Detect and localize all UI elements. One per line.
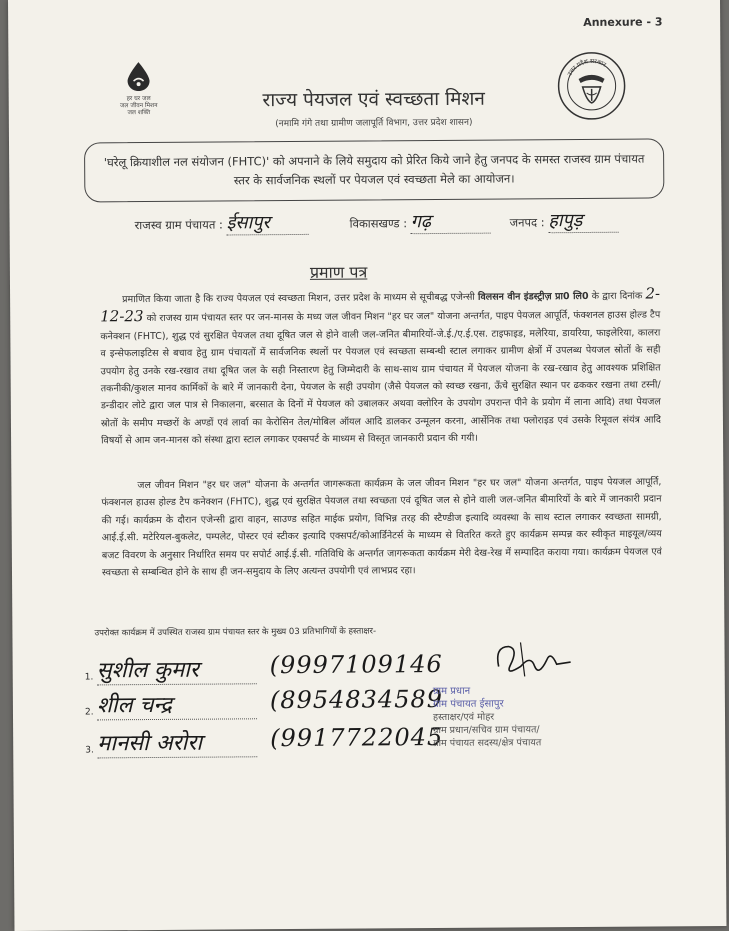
har-ghar-jal-logo [98, 61, 178, 117]
annexure-label: Annexure - 3 [583, 15, 663, 29]
sign-label: हस्ताक्षर/एवं मोहर [432, 711, 495, 724]
participant-phone: (9997109146 [269, 649, 443, 680]
logo-line-3: जल शक्ति [127, 109, 151, 117]
participant-number: 2. [84, 707, 94, 718]
svg-text:उत्तर प्रदेश सरकार [566, 58, 607, 78]
block-field [349, 209, 490, 235]
panchayat-field [134, 210, 308, 236]
stamp-line-2: ग्राम पंचायत ईसापुर [432, 698, 504, 711]
designation-line-1: ग्राम प्रधान/सचिव ग्राम पंचायत/ [433, 724, 540, 737]
district-value: हापुड़ [548, 208, 618, 233]
logo-line-2: जल जीवन मिशन [119, 101, 158, 110]
participant-phone: (9917722045 [270, 722, 444, 753]
date-label: के द्वारा दिनांक [591, 290, 643, 302]
certificate-paragraph-2: जल जीवन मिशन "हर घर जल" योजना के अन्तर्गत जागरूकता कार्यक्रम के जल जीवन मिशन "हर घर जल" योजना अन्तर्गत, पाइप पेयजल आपूर्ति, फंक्शनल हाउस होल्ड टैप कनेक्शन (FHTC), शुद्ध एवं सुरक्षित पेयजल तथा स्वच्छता एवं दूषित जल से होने वाली जल-जनित बीमारियों के बारे में जानकारी प्रदान की गई। कार्यक्रम के दौरान एजेन्सी द्वारा वाहन, साउण्ड सहित माईक प्रयोग, विभिन्न तरह की स्टैण्डीज इत्यादि व्यवस्था के साथ स्टाल लगाकर स्वच्छता सामग्री, आई.ई.सी. मटेरियल-बुकलेट, पम्पलेट, पोस्टर एवं स्टीकर इत्यादि एक्सपर्ट/कोआर्डिनेटर्स के माध्यम से वितरित करते हुए कार्यक्रम सम्पन्न कर स्वीकृत माइयूल/व्यय बजट विवरण के अनुसार निर्धारित समय पर सपोर्ट आई.ई.सी. गतिविधि के अन्तर्गत जागरूकता कार्यक्रम मेरी देख-रेख में सम्पादित कराया गया। कार्यक्रम पेयजल एवं स्वच्छता से सम्बन्धित होने के साथ ही जन-समुदाय के लिए अत्यन्त उपयोगी एवं लाभप्रद रहा। [101, 476, 662, 579]
pradhan-signature-icon [490, 636, 580, 687]
certificate-heading: प्रमाण पत्र [309, 262, 368, 282]
participant-number: 3. [85, 745, 94, 756]
stamp-line-1: ग्राम प्रधान [432, 685, 471, 698]
participant-name: शील चन्द्र [97, 688, 257, 720]
participants-note: उपरोक्त कार्यक्रम में उपस्थित राजस्व ग्राम पंचायत स्तर के मुख्य 03 प्रतिभागियों के हस्ताक्षर- [94, 626, 377, 639]
event-banner: 'घरेलू क्रियाशील नल संयोजन (FHTC)' को अपनाने के लिये समुदाय को प्रेरित किये जाने हेतु जनपद के समस्त राजस्व ग्राम पंचायत स्तर के सार्वजनिक स्थलों पर पेयजल एवं स्वच्छता मेले का आयोजन। [84, 138, 664, 202]
water-drop-icon [125, 61, 151, 91]
emblem-text: उत्तर प्रदेश सरकार [566, 57, 608, 78]
block-label: विकासखण्ड : [349, 216, 408, 231]
participant-name: सुशील कुमार [97, 653, 257, 685]
district-field [509, 208, 618, 234]
designation-line-2: ग्राम पंचायत सदस्य/क्षेत्र पंचायत [433, 737, 542, 750]
logo-line-1: हर घर जल [126, 95, 151, 103]
certificate-page [8, 0, 726, 931]
district-label: जनपद : [509, 215, 545, 230]
participant-phone: (8954834589 [269, 684, 444, 715]
agency-name: विलसन वीन इंडस्ट्रीज़ प्रा0 लि0 [478, 290, 589, 303]
mission-title: राज्य पेयजल एवं स्वच्छता मिशन [262, 87, 485, 112]
participant-number: 1. [84, 672, 94, 683]
signature-block [433, 684, 633, 750]
up-govt-emblem-icon [556, 51, 626, 121]
mission-subtitle: (नमामि गंगे तथा ग्रामीण जलापूर्ति विभाग, उत्तर प्रदेश शासन) [275, 117, 473, 130]
panchayat-value: ईसापुर [226, 210, 308, 236]
panchayat-label: राजस्व ग्राम पंचायत : [134, 217, 223, 233]
block-value: गढ़ [411, 209, 491, 235]
para1-intro: प्रमाणित किया जाता है कि राज्य पेयजल एवं स्वच्छता मिशन, उत्तर प्रदेश के माध्यम से सूचीबद्ध एजेन्सी [122, 291, 475, 306]
para1-body: को राजस्व ग्राम पंचायत स्तर पर जन-मानस के मध्य जल जीवन मिशन "हर घर जल" योजना अन्तर्गत, पाइप पेयजल आपूर्ति, फंक्शनल हाउस होल्ड टैप कनेक्शन (FHTC), शुद्ध एवं सुरक्षित पेयजल तथा दूषित जल से होने वाली जल-जनित बीमारियों-जे.ई./ए.ई.एस. टाइफाइड, मलेरिया, डायरिया, फाइलेरिया, कालरा व इन्सेफलाइटिस से बचाव हेतु ग्राम पंचायतों में सार्वजनिक स्थलों पर पेयजल एवं स्वच्छता सम्बन्धी स्टाल लगाकर ग्रामीण क्षेत्रों में उपलब्ध पेयजल स्रोतों के सही उपयोग हेतु उनके रख-रखाव तथा दूषित जल के सही निस्तारण हेतु जिम्मेदारी के साथ-साथ ग्राम पंचायत में पेयजल योजना के रख-रखाव हेतु आवश्यक प्रशिक्षित तकनीकी/कुशल मानव कार्मिकों के बारे में जानकारी देना, पेयजल के सही उपयोग (जैसे पेयजल को स्वच्छ रखना, ऊँचे सुरक्षित स्थान पर ढककर रखना तथा टस्नी/डन्डीदार लोटे द्वारा जल पात्र से निकालना, बरसात के दिनों में पेयजल को उबालकर अथवा क्लोरिन के उपयोग उपरान्त पीने के प्रयोग में लाना आदि) तथा पेयजल स्रोतों के समीप मच्छरों के अण्डों एवं लार्वा का केरोसिन तेल/मोबिल ऑयल आदि डालकर उन्मूलन करना, आर्सेनिक तथा फ्लोराइड एवं उसके रिमूवल संयंत्र आदि विषयों से आम जन-मानस को संस्था द्वारा स्टाल लगाकर एक्सपर्ट के माध्यम से विस्तृत जानकारी प्रदान की गयी। [100, 309, 661, 447]
participant-name: मानसी अरोरा [97, 726, 257, 758]
certificate-paragraph-1 [100, 285, 661, 450]
event-date: 2-12-23 [100, 284, 661, 326]
